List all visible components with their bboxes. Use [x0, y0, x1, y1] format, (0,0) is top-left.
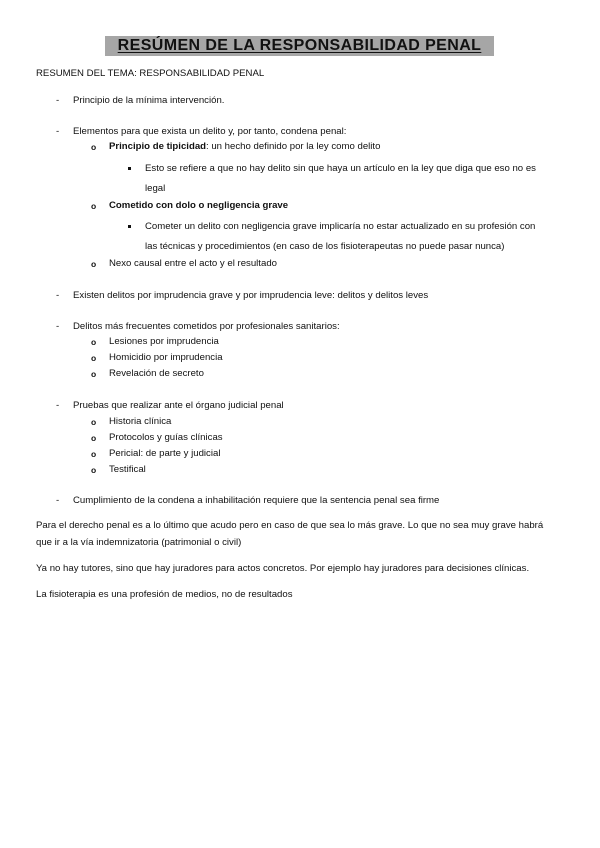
dash-bullet: - — [56, 290, 60, 301]
list-item: Elementos para que exista un delito y, por tanto, condena penal: — [73, 126, 347, 137]
note-line: Esto se refiere a que no hay delito sin que haya un artículo en la ley que diga que eso no es — [145, 163, 536, 174]
paragraph-line: Para el derecho penal es a lo último que acudo pero en caso de que sea lo más grave. Lo que no sea muy grave habrá — [36, 520, 544, 531]
sub-item-text: : un hecho definido por la ley como delito — [206, 141, 381, 152]
list-item: Delitos más frecuentes cometidos por profesionales sanitarios: — [73, 321, 340, 332]
list-item: Pruebas que realizar ante el órgano judicial penal — [73, 400, 284, 411]
circle-bullet: o — [91, 417, 97, 427]
sub-item-bold: Cometido con dolo o negligencia grave — [109, 200, 289, 211]
sub-item: Homicidio por imprudencia — [109, 352, 223, 363]
list-item: Principio de la mínima intervención. — [73, 95, 225, 106]
note-line: las técnicas y procedimientos (en caso de los fisioterapeutas no puede pasar nunca) — [145, 241, 505, 252]
dash-bullet: - — [56, 126, 60, 137]
document-title: RESÚMEN DE LA RESPONSABILIDAD PENAL — [105, 36, 494, 56]
sub-item: Testifical — [109, 464, 146, 475]
paragraph: Ya no hay tutores, sino que hay juradores para actos concretos. Por ejemplo hay juradores para decisiones clínicas. — [36, 563, 530, 574]
document-subtitle: RESUMEN DEL TEMA: RESPONSABILIDAD PENAL — [36, 68, 265, 79]
circle-bullet: o — [91, 369, 97, 379]
circle-bullet: o — [91, 353, 97, 363]
sub-item: Nexo causal entre el acto y el resultado — [109, 258, 277, 269]
circle-bullet: o — [91, 201, 97, 211]
dash-bullet: - — [56, 321, 60, 332]
sub-item: Lesiones por imprudencia — [109, 336, 219, 347]
circle-bullet: o — [91, 337, 97, 347]
square-bullet-icon — [128, 225, 131, 228]
sub-item — [109, 141, 380, 153]
dash-bullet: - — [56, 495, 60, 506]
square-bullet-icon — [128, 167, 131, 170]
dash-bullet: - — [56, 400, 60, 411]
note-line: Cometer un delito con negligencia grave implicaría no estar actualizado en su profesión con — [145, 221, 536, 232]
list-item: Cumplimiento de la condena a inhabilitación requiere que la sentencia penal sea firme — [73, 495, 440, 506]
sub-item: Pericial: de parte y judicial — [109, 448, 221, 459]
sub-item: Revelación de secreto — [109, 368, 204, 379]
sub-item: Protocolos y guías clínicas — [109, 432, 223, 443]
circle-bullet: o — [91, 259, 97, 269]
paragraph: La fisioterapia es una profesión de medios, no de resultados — [36, 589, 293, 600]
paragraph-line: que ir a la vía indemnizatoria (patrimonial o civil) — [36, 537, 242, 548]
circle-bullet: o — [91, 449, 97, 459]
list-item: Existen delitos por imprudencia grave y por imprudencia leve: delitos y delitos leves — [73, 290, 429, 301]
sub-item: Historia clínica — [109, 416, 172, 427]
note-line: legal — [145, 183, 166, 194]
circle-bullet: o — [91, 142, 97, 152]
sub-item-bold: Principio de tipicidad — [109, 141, 207, 152]
dash-bullet: - — [56, 95, 60, 106]
circle-bullet: o — [91, 433, 97, 443]
circle-bullet: o — [91, 465, 97, 475]
